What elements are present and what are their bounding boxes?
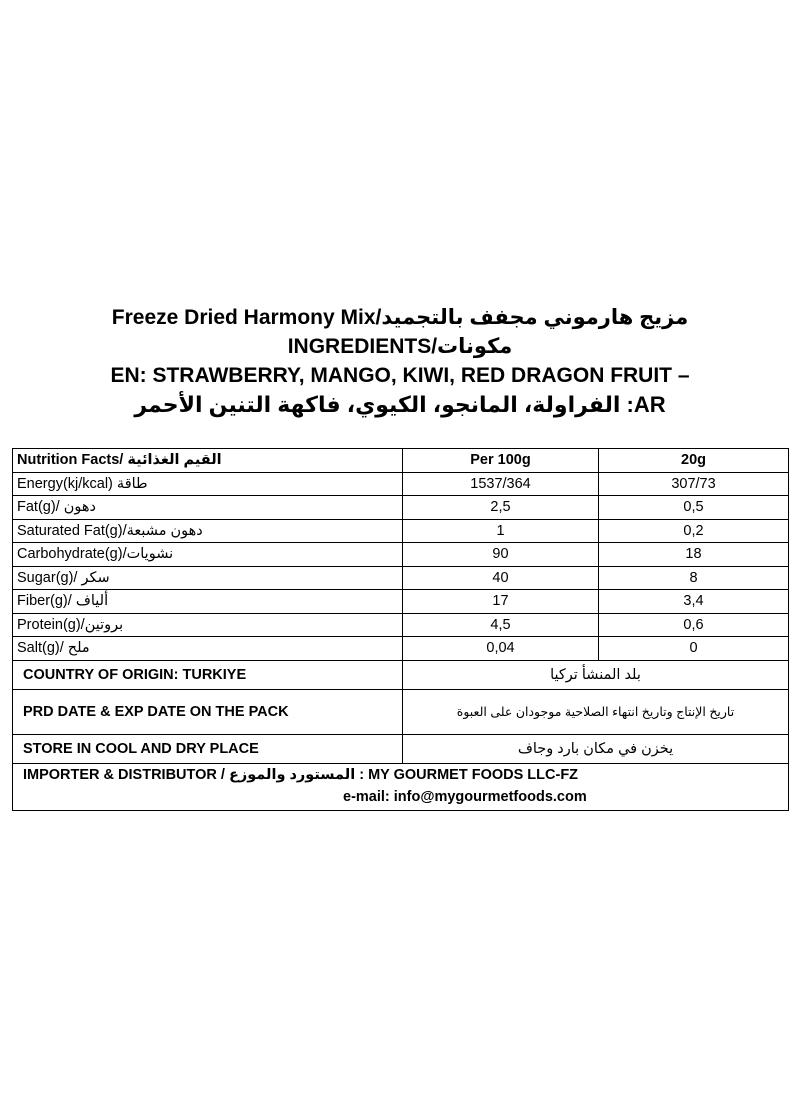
nutrient-per-20g: 0 [599,637,789,661]
nutrient-per-20g: 0,5 [599,496,789,520]
ingredients-english: EN: STRAWBERRY, MANGO, KIWI, RED DRAGON FRUIT – [110,364,690,387]
nutrient-per-20g: 8 [599,566,789,590]
email-text: e-mail: info@mygourmetfoods.com [343,788,587,805]
table-row [13,637,789,661]
importer-row [13,763,789,810]
dates-row [13,689,789,734]
nutrient-per-20g: 307/73 [599,472,789,496]
dates-arabic [403,689,789,734]
storage-arabic: يخزن في مكان بارد وجاف [403,734,789,763]
nutrition-facts-header: Nutrition Facts/ القيم الغذائية [13,449,403,473]
per-20g-header: 20g [599,449,789,473]
ingredients-heading: INGREDIENTS/مكونات [287,335,513,358]
dates-english: PRD DATE & EXP DATE ON THE PACK [13,689,403,734]
nutrient-per-100g: 1537/364 [403,472,599,496]
origin-english: COUNTRY OF ORIGIN: TURKIYE [13,660,403,689]
nutrient-label: Fiber(g)/ ألياف [13,590,403,614]
nutrient-per-100g: 17 [403,590,599,614]
nutrient-per-100g: 90 [403,543,599,567]
table-row [13,496,789,520]
nutrient-label: Salt(g)/ ملح [13,637,403,661]
table-row [13,519,789,543]
nutrient-per-20g: 3,4 [599,590,789,614]
nutrient-per-20g: 18 [599,543,789,567]
nutrient-per-100g: 0,04 [403,637,599,661]
table-row [13,590,789,614]
nutrition-header-row [13,449,789,473]
nutrition-table [12,448,789,811]
nutrient-label: Sugar(g)/ سكر [13,566,403,590]
table-row [13,613,789,637]
nutrient-per-100g: 40 [403,566,599,590]
nutrient-per-100g: 4,5 [403,613,599,637]
ingredients-arabic: AR: الفراولة، المانجو، الكيوي، فاكهة التنين الأحمر [134,392,666,417]
nutrient-per-100g: 2,5 [403,496,599,520]
nutrient-label: Fat(g)/ دهون [13,496,403,520]
nutrient-label: Carbohydrate(g)/نشويات [13,543,403,567]
nutrient-label: Saturated Fat(g)/دهون مشبعة [13,519,403,543]
nutrient-label: Protein(g)/بروتين [13,613,403,637]
per-100g-header: Per 100g [403,449,599,473]
dates-arabic-text: تاريخ الإنتاج وتاريخ انتهاء الصلاحية موجودان على العبوة [456,704,735,719]
nutrient-per-100g: 1 [403,519,599,543]
table-row [13,543,789,567]
table-row [13,566,789,590]
nutrient-per-20g: 0,6 [599,613,789,637]
nutrient-label: Energy(kj/kcal) طاقة [13,472,403,496]
importer-text: IMPORTER & DISTRIBUTOR / المستورد والموزع : MY GOURMET FOODS LLC-FZ [23,766,579,783]
origin-arabic: بلد المنشأ تركيا [403,660,789,689]
origin-row [13,660,789,689]
product-header [0,303,800,419]
table-row [13,472,789,496]
product-title: Freeze Dried Harmony Mix/مزيج هارموني مجفف بالتجميد [111,306,689,329]
storage-english: STORE IN COOL AND DRY PLACE [13,734,403,763]
storage-row [13,734,789,763]
nutrient-per-20g: 0,2 [599,519,789,543]
importer-cell [13,763,789,810]
